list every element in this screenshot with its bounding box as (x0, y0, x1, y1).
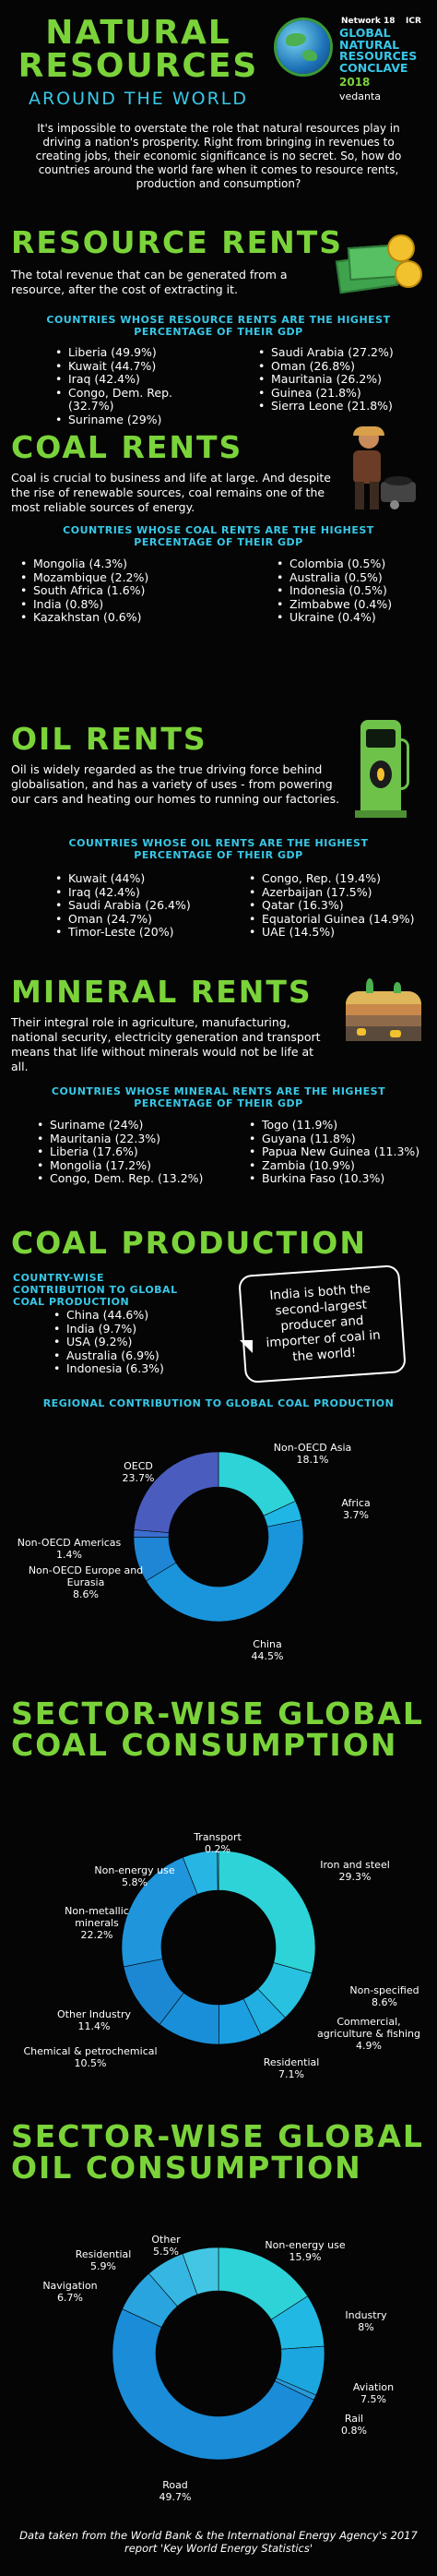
list-item: • USA (9.2%) (53, 1336, 219, 1349)
oil-rents-title: OIL RENTS (11, 721, 207, 757)
chart-label-category: Rail (344, 2413, 364, 2425)
list-item: • Guinea (21.8%) (258, 387, 424, 401)
chart-label-category: Non-OECD Americas (17, 1537, 122, 1549)
list-item: • Zambia (10.9%) (249, 1159, 433, 1173)
list-item: • Kazakhstan (0.6%) (20, 611, 205, 625)
conclave-name: GLOBAL NATURAL RESOURCES CONCLAVE (339, 26, 418, 75)
list-item: • Mongolia (4.3%) (20, 557, 205, 571)
list-item: • Mozambique (2.2%) (20, 571, 205, 585)
oil-rents-left-list (55, 872, 221, 940)
chart-label-value: 11.4% (77, 2020, 111, 2032)
list-item: • Kuwait (44.7%) (55, 360, 221, 374)
resource-rents-desc: The total revenue that can be generated from a resource, after the cost of extracting it. (11, 268, 288, 296)
chart-label-value: 29.3% (338, 1871, 372, 1883)
india-callout: India is both the second-largest producer and importer of coal in the world! (238, 1264, 407, 1384)
chart-label (304, 1859, 406, 1883)
chart-label (313, 2016, 424, 2052)
chart-label (17, 1564, 155, 1600)
mineral-rents-desc: Their integral role in agriculture, manufacturing, national security, electricity generation and transport means that life without minerals would not be life at all. (11, 1015, 321, 1073)
chart-label-value: 8% (358, 2321, 374, 2333)
oil-consumption-title: SECTOR-WISE GLOBAL OIL CONSUMPTION (11, 2118, 424, 2186)
chart-label (341, 2381, 406, 2405)
oil-rents-list-title: COUNTRIES WHOSE OIL RENTS ARE THE HIGHEST PERCENTAGE OF THEIR GDP (68, 837, 369, 861)
donut-slice-china (146, 1520, 303, 1622)
list-item: • Togo (11.9%) (249, 1119, 433, 1132)
list-item: • Liberia (49.9%) (55, 346, 221, 360)
list-item: • Equatorial Guinea (14.9%) (249, 913, 433, 927)
mineral-rents-left-list (37, 1119, 221, 1186)
coal-rents-desc: Coal is crucial to business and life at large. And despite the rise of renewable sources, coal remains one of the most reliable sources of energy. (11, 471, 331, 514)
chart-label (33, 2280, 107, 2304)
list-item: • Zimbabwe (0.4%) (277, 598, 433, 612)
list-item: • Australia (6.9%) (53, 1349, 219, 1363)
list-item: • Congo, Rep. (19.4%) (249, 872, 433, 886)
list-item: • Burkina Faso (10.3%) (249, 1172, 433, 1186)
list-item: • Iraq (42.4%) (55, 373, 221, 387)
chart-label-value: 10.5% (74, 2057, 107, 2069)
coal-production-chart-title: REGIONAL CONTRIBUTION TO GLOBAL COAL PRODUCTION (42, 1397, 395, 1409)
list-item: • Oman (24.7%) (55, 913, 221, 927)
chart-label-category: Non-energy use (265, 2239, 346, 2251)
fuel-pump-icon (355, 720, 419, 821)
mineral-layers-icon (346, 973, 421, 1047)
list-item: • Timor-Leste (20%) (55, 926, 221, 940)
chart-label (138, 2234, 194, 2258)
coal-rents-title: COAL RENTS (11, 429, 243, 465)
list-item: • Suriname (29%) (55, 413, 221, 427)
conclave-logo (277, 13, 433, 114)
chart-label-value: 8.6% (372, 1996, 397, 2008)
list-item: • Iraq (42.4%) (55, 886, 221, 900)
list-item: • Indonesia (6.3%) (53, 1362, 219, 1376)
source-footnote: Data taken from the World Bank & the International Energy Agency's 2017 report 'Key World Energy Statistics' (19, 2529, 418, 2555)
coal-rents-left-list (20, 557, 205, 625)
list-item: • Saudi Arabia (26.4%) (55, 899, 221, 913)
chart-label-category: Residential (263, 2056, 320, 2068)
donut-slice-iron-and-steel (218, 1851, 315, 1973)
list-item: • Qatar (16.3%) (249, 899, 433, 913)
list-item: • Mongolia (17.2%) (37, 1159, 221, 1173)
main-title: NATURAL RESOURCES (18, 14, 259, 85)
list-item: • Kuwait (44%) (55, 872, 221, 886)
list-item: • Oman (26.8%) (258, 360, 424, 374)
chart-label-category: OECD (124, 1460, 153, 1472)
chart-label-value: 22.2% (80, 1929, 113, 1941)
network18-label: Network 18 (341, 17, 396, 26)
chart-label-value: 15.9% (289, 2251, 322, 2263)
chart-label-category: Non-metallic minerals (65, 1905, 129, 1929)
globe-icon (277, 20, 330, 74)
chart-label-value: 5.5% (153, 2246, 179, 2258)
list-item: • Mauritania (22.3%) (37, 1132, 221, 1146)
money-icon (332, 229, 419, 298)
list-item: • UAE (14.5%) (249, 926, 433, 940)
chart-label-category: Chemical & petrochemical (23, 2045, 158, 2057)
chart-label (254, 2056, 328, 2080)
chart-label-value: 49.7% (159, 2491, 192, 2503)
list-item: • Colombia (0.5%) (277, 557, 433, 571)
chart-label-category: Other (151, 2234, 181, 2246)
chart-label-value: 8.6% (73, 1588, 99, 1600)
list-item: • Sierra Leone (21.8%) (258, 400, 424, 413)
chart-label-category: Non-OECD Europe and Eurasia (28, 1564, 144, 1588)
chart-label-category: Industry (345, 2309, 387, 2321)
list-item: • India (9.7%) (53, 1323, 219, 1336)
chart-label-category: Non-specified (349, 1984, 419, 1996)
main-subtitle: AROUND THE WORLD (28, 89, 249, 109)
chart-label-value: 18.1% (296, 1454, 329, 1466)
chart-label-value: 23.7% (122, 1472, 155, 1484)
oil-rents-desc: Oil is widely regarded as the true driving force behind globalisation, and has a variety of uses - from powering our cars and heating our homes to running our factories. (11, 762, 340, 806)
resource-rents-right-list (258, 346, 424, 413)
chart-label-value: 44.5% (251, 1650, 284, 1662)
coal-rents-right-list (277, 557, 433, 625)
mineral-rents-right-list (249, 1119, 433, 1186)
oil-rents-right-list (249, 872, 433, 940)
chart-label-category: Aviation (352, 2381, 395, 2393)
chart-label (55, 1905, 138, 1941)
chart-label (148, 2479, 203, 2503)
coal-rents-list-title: COUNTRIES WHOSE COAL RENTS ARE THE HIGHEST PERCENTAGE OF THEIR GDP (63, 524, 374, 548)
chart-label-value: 6.7% (57, 2292, 83, 2304)
chart-label-value: 7.5% (360, 2393, 386, 2405)
miner-icon (346, 426, 419, 519)
list-item: • Australia (0.5%) (277, 571, 433, 585)
chart-label (343, 1984, 426, 2008)
chart-label (89, 1864, 181, 1888)
resource-rents-title: RESOURCE RENTS (11, 224, 344, 260)
chart-label (66, 2248, 140, 2272)
chart-label-value: 7.1% (278, 2068, 304, 2080)
chart-label-category: Africa (341, 1497, 371, 1509)
vedanta-logo: vedanta (339, 90, 382, 102)
chart-label-value: 3.7% (343, 1509, 369, 1521)
mineral-rents-title: MINERAL RENTS (11, 974, 313, 1010)
list-item: • China (44.6%) (53, 1309, 219, 1323)
chart-label (48, 2008, 140, 2032)
mineral-rents-list-title: COUNTRIES WHOSE MINERAL RENTS ARE THE HIGHEST PERCENTAGE OF THEIR GDP (51, 1085, 386, 1109)
chart-label-value: 0.8% (341, 2425, 367, 2437)
list-item: • India (0.8%) (20, 598, 205, 612)
callout-tail (240, 1340, 253, 1353)
list-item: • Ukraine (0.4%) (277, 611, 433, 625)
list-item: • Azerbaijan (17.5%) (249, 886, 433, 900)
chart-label (9, 1537, 129, 1561)
chart-label-value: 5.8% (122, 1876, 148, 1888)
chart-label-value: 5.9% (90, 2260, 116, 2272)
list-item: • Guyana (11.8%) (249, 1132, 433, 1146)
chart-label-category: Non-OECD Asia (273, 1442, 352, 1454)
resource-rents-left-list (55, 346, 221, 426)
chart-label-category: Transport (194, 1831, 242, 1843)
chart-label-category: Iron and steel (320, 1859, 390, 1871)
chart-label (334, 2309, 398, 2333)
chart-label (230, 1638, 304, 1662)
list-item: • Congo, Dem. Rep. (13.2%) (37, 1172, 221, 1186)
chart-label (326, 2413, 382, 2437)
chart-label (111, 1460, 166, 1484)
conclave-year: 2018 (339, 76, 371, 89)
chart-label (254, 2239, 356, 2263)
intro-text: It's impossible to overstate the role that natural resources play in driving a nation's prosperity. Right from bringing in revenues to creating jobs, their economic significance is no secret. So, how do countries around the world fare when it comes to resource rents, production and consumption? (35, 122, 402, 190)
list-item: • Liberia (17.6%) (37, 1145, 221, 1159)
coal-consumption-title: SECTOR-WISE GLOBAL COAL CONSUMPTION (11, 1695, 424, 1763)
coal-production-list-title: COUNTRY-WISE CONTRIBUTION TO GLOBAL COAL PRODUCTION (13, 1272, 178, 1308)
chart-label (181, 1831, 254, 1855)
chart-label-value: 0.2% (205, 1843, 230, 1855)
list-item: • Saudi Arabia (27.2%) (258, 346, 424, 360)
chart-label (262, 1442, 363, 1466)
chart-label-category: China (253, 1638, 282, 1650)
coal-production-list (53, 1309, 219, 1376)
resource-rents-list-title: COUNTRIES WHOSE RESOURCE RENTS ARE THE HIGHEST PERCENTAGE OF THEIR GDP (46, 314, 391, 338)
chart-label-category: Commercial, agriculture & fishing (317, 2016, 420, 2040)
list-item: • Indonesia (0.5%) (277, 584, 433, 598)
icr-label: ICR (406, 17, 421, 26)
chart-label-value: 4.9% (356, 2040, 382, 2052)
list-item: • Papua New Guinea (11.3%) (249, 1145, 433, 1159)
chart-label (328, 1497, 384, 1521)
list-item: • Congo, Dem. Rep. (32.7%) (55, 387, 221, 413)
chart-label-category: Road (162, 2479, 188, 2491)
chart-label-category: Other Industry (57, 2008, 131, 2020)
chart-label-category: Residential (75, 2248, 132, 2260)
chart-label-category: Non-energy use (94, 1864, 175, 1876)
list-item: • Mauritania (26.2%) (258, 373, 424, 387)
list-item: • Suriname (24%) (37, 1119, 221, 1132)
chart-label-category: Navigation (42, 2280, 98, 2292)
chart-label (17, 2045, 164, 2069)
chart-label-value: 1.4% (56, 1549, 82, 1561)
coal-production-title: COAL PRODUCTION (11, 1225, 367, 1261)
list-item: • South Africa (1.6%) (20, 584, 205, 598)
